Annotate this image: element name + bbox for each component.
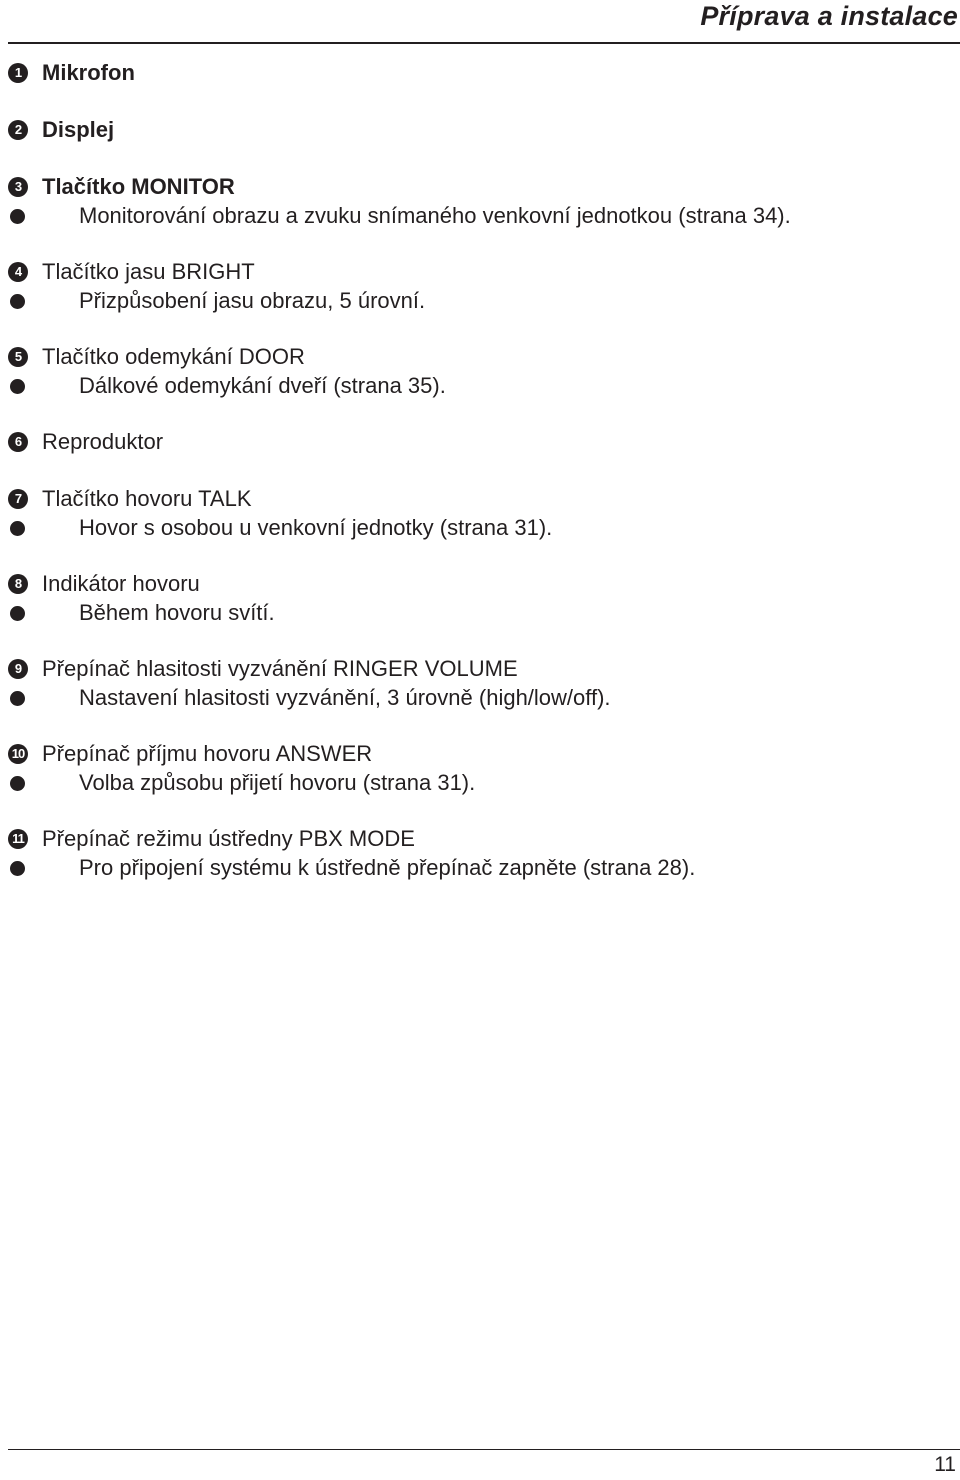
footer-divider bbox=[8, 1449, 960, 1450]
item-heading bbox=[8, 342, 948, 372]
list-item bbox=[8, 58, 948, 88]
item-heading bbox=[8, 427, 948, 457]
item-number-badge: 6 bbox=[8, 432, 28, 452]
item-title: Přepínač režimu ústředny PBX MODE bbox=[42, 826, 415, 851]
item-description bbox=[8, 286, 948, 316]
item-title: Displej bbox=[42, 117, 115, 142]
item-heading bbox=[8, 739, 948, 769]
item-heading bbox=[8, 484, 948, 514]
bullet-icon bbox=[10, 691, 25, 706]
item-number-badge: 11 bbox=[8, 829, 28, 849]
list-item bbox=[8, 569, 948, 628]
item-heading bbox=[8, 58, 948, 88]
item-description-text: Dálkové odemykání dveří (strana 35). bbox=[79, 373, 446, 398]
list-item bbox=[8, 484, 948, 543]
item-title: Reproduktor bbox=[42, 429, 164, 454]
bullet-icon bbox=[10, 861, 25, 876]
list-item bbox=[8, 115, 948, 145]
page-header bbox=[0, 0, 960, 46]
item-description bbox=[8, 768, 948, 798]
item-description-text: Hovor s osobou u venkovní jednotky (strana 31). bbox=[79, 515, 553, 540]
item-heading bbox=[8, 654, 948, 684]
item-heading bbox=[8, 569, 948, 599]
item-heading bbox=[8, 824, 948, 854]
bullet-icon bbox=[10, 379, 25, 394]
item-description bbox=[8, 853, 948, 883]
bullet-icon bbox=[10, 209, 25, 224]
list-item bbox=[8, 427, 948, 457]
item-description bbox=[8, 201, 948, 231]
item-heading bbox=[8, 172, 948, 202]
section-title: Příprava a instalace bbox=[700, 1, 958, 31]
item-title: Přepínač příjmu hovoru ANSWER bbox=[42, 741, 373, 766]
item-title: Tlačítko jasu BRIGHT bbox=[42, 259, 255, 284]
list-item bbox=[8, 342, 948, 401]
item-description bbox=[8, 513, 948, 543]
item-title: Přepínač hlasitosti vyzvánění RINGER VOLUME bbox=[42, 656, 518, 681]
item-description-text: Během hovoru svítí. bbox=[79, 600, 275, 625]
item-title: Indikátor hovoru bbox=[42, 571, 200, 596]
list-item bbox=[8, 257, 948, 316]
item-title: Tlačítko odemykání DOOR bbox=[42, 344, 305, 369]
item-title: Mikrofon bbox=[42, 60, 135, 85]
bullet-icon bbox=[10, 776, 25, 791]
item-number-badge: 8 bbox=[8, 574, 28, 594]
item-description bbox=[8, 683, 948, 713]
item-heading bbox=[8, 115, 948, 145]
item-number-badge: 9 bbox=[8, 659, 28, 679]
list-item bbox=[8, 824, 948, 883]
item-number-badge: 3 bbox=[8, 177, 28, 197]
item-number-badge: 4 bbox=[8, 262, 28, 282]
list-item bbox=[8, 654, 948, 713]
item-number-badge: 5 bbox=[8, 347, 28, 367]
item-number-badge: 10 bbox=[8, 744, 28, 764]
bullet-icon bbox=[10, 521, 25, 536]
item-description-text: Pro připojení systému k ústředně přepínač zapněte (strana 28). bbox=[79, 855, 696, 880]
item-number-badge: 7 bbox=[8, 489, 28, 509]
item-description-text: Přizpůsobení jasu obrazu, 5 úrovní. bbox=[79, 288, 426, 313]
item-description-text: Monitorování obrazu a zvuku snímaného venkovní jednotkou (strana 34). bbox=[79, 203, 791, 228]
list-item bbox=[8, 172, 948, 231]
item-description bbox=[8, 371, 948, 401]
header-divider bbox=[8, 42, 960, 44]
item-title: Tlačítko hovoru TALK bbox=[42, 486, 252, 511]
bullet-icon bbox=[10, 606, 25, 621]
item-heading bbox=[8, 257, 948, 287]
page-number: 11 bbox=[934, 1453, 956, 1476]
item-number-badge: 1 bbox=[8, 63, 28, 83]
item-title: Tlačítko MONITOR bbox=[42, 174, 235, 199]
item-number-badge: 2 bbox=[8, 120, 28, 140]
item-description bbox=[8, 598, 948, 628]
list-item bbox=[8, 739, 948, 798]
item-description-text: Nastavení hlasitosti vyzvánění, 3 úrovně (high/low/off). bbox=[79, 685, 611, 710]
bullet-icon bbox=[10, 294, 25, 309]
item-description-text: Volba způsobu přijetí hovoru (strana 31). bbox=[79, 770, 476, 795]
